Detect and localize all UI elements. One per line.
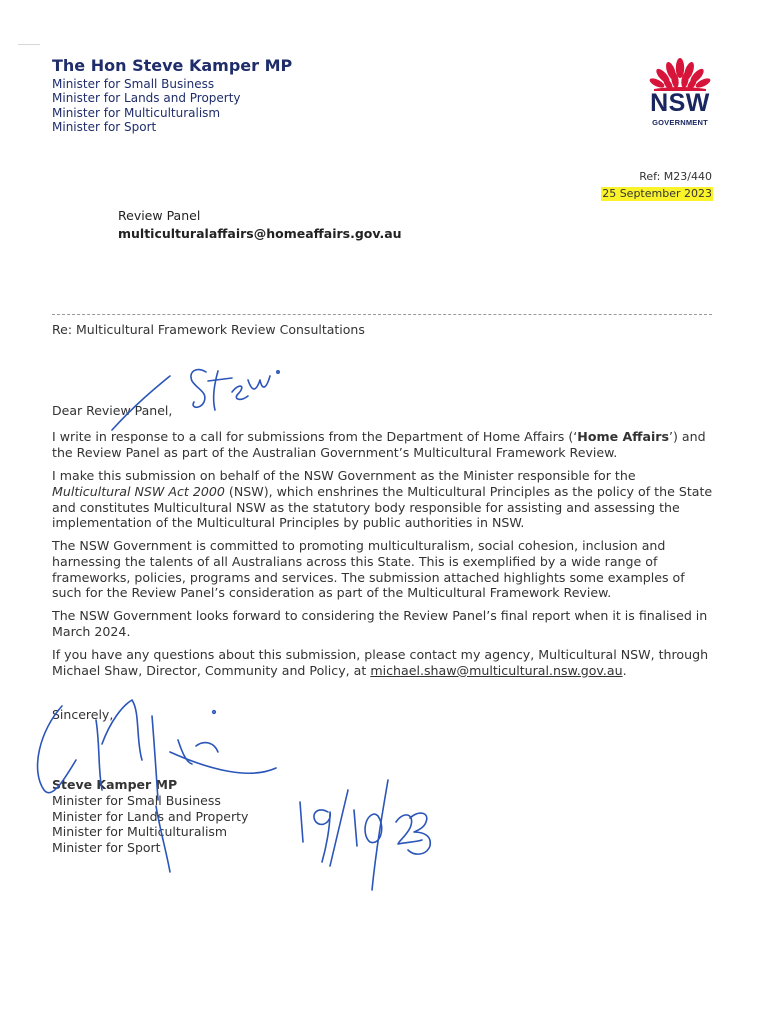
handwritten-date-stroke — [354, 810, 357, 846]
logo-wordmark: NSW — [650, 89, 710, 117]
body-paragraph — [52, 468, 717, 531]
divider — [52, 314, 712, 315]
recipient-block — [118, 207, 402, 243]
paragraph-text: ’) and the Review Panel as part of the Australian Government’s Multicultural Framework Review. — [52, 429, 706, 460]
signatory-title: Minister for Sport — [52, 839, 161, 855]
portfolio-item: Minister for Sport — [52, 119, 157, 134]
handwritten-date-stroke — [365, 814, 382, 843]
handwritten-date-stroke — [330, 790, 348, 866]
act-title: Multicultural NSW Act 2000 — [52, 483, 225, 499]
signature-stroke — [213, 711, 216, 714]
paragraph-text: I write in response to a call for submissions from the Department of Home Affairs (‘ — [52, 429, 578, 444]
handwritten-date-stroke — [314, 810, 330, 862]
contact-email-link[interactable]: michael.shaw@multicultural.nsw.gov.au — [370, 662, 623, 678]
reference-number: Ref: M23/440 — [639, 170, 712, 183]
salutation: Dear Review Panel, — [52, 403, 173, 418]
minister-name: The Hon Steve Kamper MP — [52, 56, 293, 75]
body-paragraph — [52, 429, 717, 461]
signatory-title: Minister for Multiculturalism — [52, 824, 228, 840]
handwritten-date-stroke — [396, 815, 422, 844]
portfolio-item: Minister for Lands and Property — [52, 91, 241, 106]
signature-stroke — [196, 743, 218, 752]
waratah-flower-icon — [640, 56, 720, 92]
handwritten-date-stroke — [300, 802, 303, 842]
handwritten-note-stroke — [232, 386, 248, 399]
paragraph-text: If you have any questions about this submission, please contact my agency, Multicultural NSW, through Michael Shaw, Director, Community and Policy, at — [52, 647, 709, 678]
signatory-title: Minister for Small Business — [52, 793, 221, 808]
handwritten-note-stroke — [277, 371, 279, 373]
signature-stroke — [170, 752, 276, 773]
body-paragraph: The NSW Government looks forward to considering the Review Panel’s final report when it is finalised in March 2024. — [52, 608, 708, 639]
signoff: Sincerely, — [52, 707, 114, 722]
handwritten-note-stroke — [191, 370, 206, 408]
paragraph-text: I make this submission on behalf of the NSW Government as the Minister responsible for the — [52, 468, 636, 483]
paragraph-text: . — [622, 662, 627, 678]
paragraph-text: (NSW), which enshrines the Multicultural Principles as the policy of the State and constitutes Multicultural NSW as the statutory body responsible for assisting and assessing the implementation of the Multicultural Principles by public authorities in NSW. — [52, 483, 713, 531]
signatory-name: Steve Kamper MP — [52, 777, 178, 792]
handwritten-note-stroke — [248, 376, 270, 389]
signatory-title: Minister for Lands and Property — [52, 808, 249, 824]
nsw-government-logo — [640, 56, 720, 132]
scan-artifact — [18, 44, 40, 45]
handwritten-note-stroke — [208, 378, 232, 381]
body-paragraph — [52, 647, 717, 679]
signature-stroke — [178, 740, 192, 764]
handwritten-date-stroke — [408, 813, 430, 854]
portfolio-list — [52, 77, 241, 134]
body-paragraph: The NSW Government is committed to promoting multiculturalism, social cohesion, inclusion and harnessing the talents of all Australians across this State. This is exemplified by a wide range of frameworks, policies, programs and services. The submission attached highlights some examples of such for the Review Panel’s consideration as part of the Multicultural Framework Review. — [52, 538, 685, 601]
handwritten-date-stroke — [372, 780, 388, 890]
portfolio-item: Minister for Small Business — [52, 77, 215, 91]
handwritten-note-stroke — [214, 371, 218, 410]
emphasis-text: Home Affairs — [577, 429, 669, 444]
logo-subtitle: GOVERNMENT — [652, 118, 708, 127]
signatory-titles — [52, 793, 248, 855]
letter-date: 25 September 2023 — [602, 187, 712, 200]
recipient-email: multiculturalaffairs@homeaffairs.gov.au — [118, 226, 402, 241]
subject-line: Re: Multicultural Framework Review Consultations — [52, 322, 365, 337]
portfolio-item: Minister for Multiculturalism — [52, 105, 221, 120]
recipient-name: Review Panel — [118, 208, 201, 223]
